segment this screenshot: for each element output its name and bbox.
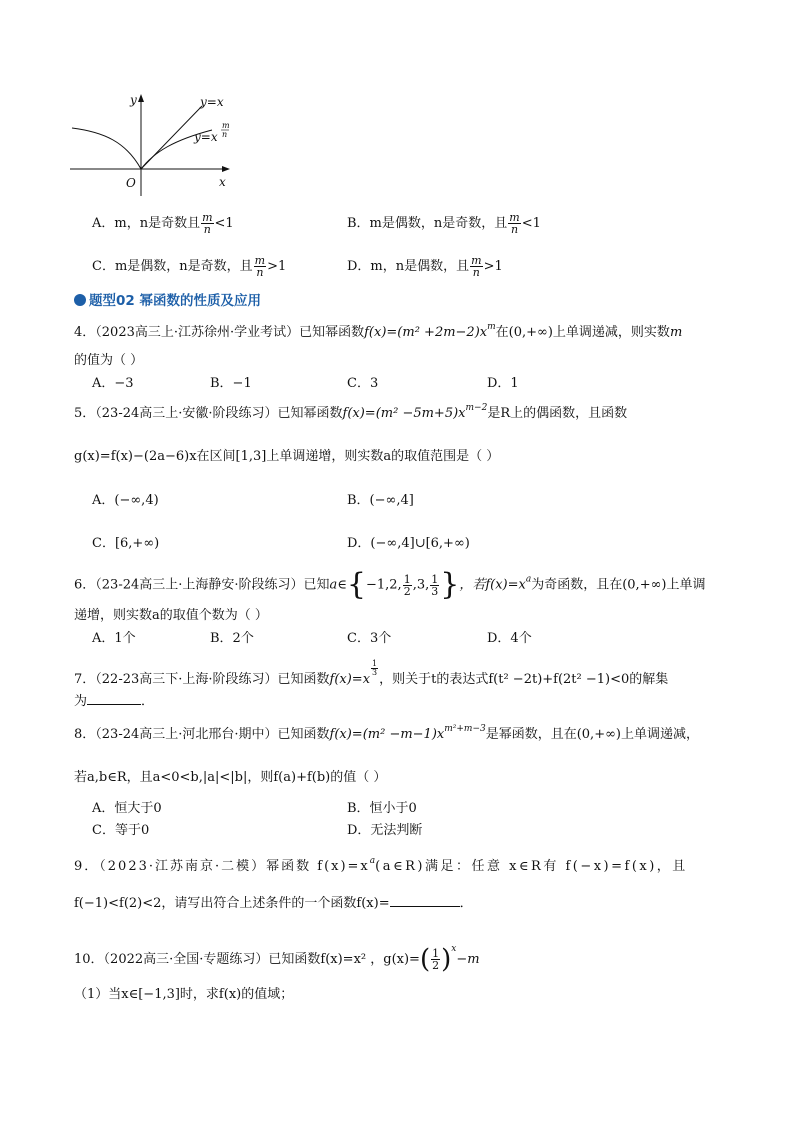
q5-option-c[interactable]: C．[6,+∞) — [92, 536, 160, 551]
label-curve-exp-den: n — [222, 130, 228, 139]
q4-line1 — [74, 321, 682, 340]
q9-line1 — [74, 855, 688, 874]
x-axis-arrow — [222, 166, 230, 172]
q7-function: f(x)=x — [329, 672, 371, 687]
q6-option-c[interactable]: C．3个 — [347, 631, 392, 646]
q8-option-a[interactable]: A．恒大于0 — [92, 801, 162, 816]
q7-mid: ，则关于t的表达式f(t² −2t)+f(2t² −1)<0的解集 — [379, 672, 669, 687]
q5-function: f(x)=(m² −5m+5)x — [342, 406, 466, 421]
fraction-m-n: $\frac{m}{n}$ — [202, 211, 213, 236]
q3-option-b-cmp: <1 — [521, 216, 541, 231]
q5-line1 — [74, 402, 627, 421]
q7-end: ． — [141, 694, 155, 709]
q6-line2: 递增，则实数a的取值个数为（ ） — [74, 608, 268, 623]
q4-var: m — [669, 325, 683, 340]
q4-option-b[interactable]: B．−1 — [210, 376, 252, 391]
q6-option-b[interactable]: B．2个 — [210, 631, 254, 646]
q3-option-d[interactable] — [347, 255, 503, 278]
q8-option-c[interactable]: C．等于0 — [92, 823, 150, 838]
q6-prefix: 6．（23-24高三上·上海静安·阶段练习）已知 — [74, 577, 330, 593]
q6-mid: ，若f(x)=x — [459, 577, 526, 593]
q10-fraction-half: $\frac{1}{2}$ — [432, 947, 440, 972]
q4-line2: 的值为（ ） — [74, 353, 144, 368]
q7-exponent-fraction: $\frac{1}{3}$ — [372, 659, 378, 677]
q9-line2 — [74, 892, 473, 911]
q8-line2: 若a,b∈R，且a<0<b,|a|<|b|，则f(a)+f(b)的值（ ） — [74, 770, 387, 785]
q7-line2 — [74, 690, 154, 709]
q5-mid: 是R上的偶函数，且函数 — [487, 406, 628, 421]
q10-prefix: 10．（2022高三·全国·专题练习）已知函数f(x)=x² ，g(x)= — [74, 952, 420, 967]
q5-option-b[interactable]: B．(−∞,4] — [347, 493, 414, 508]
q6-set-mid: ,3, — [412, 577, 430, 593]
label-y-equals-x: y=x — [200, 95, 224, 109]
section-title: 题型02 幂函数的性质及应用 — [89, 293, 261, 309]
q4-mid: 在(0,+∞)上单调递减，则实数 — [495, 325, 670, 340]
q3-option-c[interactable] — [92, 255, 286, 278]
q9-line1-text: 9．（2023·江苏南京·二模）幂函数 f(x)=x — [74, 859, 370, 874]
q3-option-a-cmp: <1 — [214, 216, 234, 231]
q9-line2-text: f(−1)<f(2)<2，请写出符合上述条件的一个函数f(x)= — [74, 896, 390, 911]
q7-line1 — [74, 660, 668, 687]
q6-exponent: a — [525, 574, 532, 585]
q6-line1 — [74, 567, 706, 602]
q3-option-d-text: D．m，n是偶数，且 — [347, 259, 470, 274]
fraction-m-n: $\frac{m}{n}$ — [471, 254, 482, 279]
q5-option-d[interactable]: D．(−∞,4]∪[6,+∞) — [347, 536, 470, 551]
section-badge-icon — [74, 294, 86, 306]
label-y: y — [130, 93, 137, 107]
q7-line2-text: 为 — [74, 694, 88, 709]
q4-prefix: 4．（2023高三上·江苏徐州·学业考试）已知幂函数 — [74, 325, 365, 340]
q5-option-a[interactable]: A．(−∞,4) — [92, 493, 159, 508]
q4-exponent: m — [487, 322, 496, 332]
q3-option-d-cmp: >1 — [483, 259, 503, 274]
q9-end: ． — [459, 896, 473, 911]
q8-line1 — [74, 723, 699, 742]
q3-option-c-text: C．m是偶数，n是奇数，且 — [92, 259, 253, 274]
label-origin: O — [126, 176, 136, 190]
q8-mid: 是幂函数，且在(0,+∞)上单调递减， — [485, 727, 699, 742]
q10-line1 — [74, 944, 480, 973]
q5-exponent: m−2 — [465, 403, 488, 413]
q6-option-d[interactable]: D．4个 — [487, 631, 532, 646]
q10-paren-open: ( — [419, 944, 431, 975]
q5-prefix: 5．（23-24高三上·安徽·阶段练习）已知幂函数 — [74, 406, 343, 421]
label-curve-exp-num: m — [222, 121, 230, 130]
curve-power-left — [72, 128, 141, 169]
q10-exponent: x — [451, 944, 457, 954]
q3-option-c-cmp: >1 — [267, 259, 287, 274]
q8-function: f(x)=(m² −m−1)x — [329, 727, 445, 742]
q10-subquestion-1: （1）当x∈[−1,3]时，求f(x)的值域； — [74, 987, 294, 1002]
label-x: x — [219, 175, 226, 189]
y-axis-arrow — [138, 94, 144, 102]
label-curve: y=x — [194, 130, 218, 144]
q6-set-pre: −1,2, — [365, 577, 402, 593]
q9-line1b-text: (a∈R)满足：任意 x∈R有 f(−x)=f(x)，且 — [375, 859, 688, 874]
q10-paren-close: ) — [441, 944, 452, 975]
q6-fraction-half: $\frac{1}{2}$ — [403, 572, 411, 598]
q3-option-b[interactable] — [347, 212, 541, 235]
q8-exponent: m²+m−3 — [444, 724, 486, 734]
q8-prefix: 8．（23-24高三上·河北邢台·期中）已知函数 — [74, 727, 330, 742]
q4-option-c[interactable]: C．3 — [347, 376, 379, 391]
q6-tail: 为奇函数，且在(0,+∞)上单调 — [531, 577, 706, 593]
q7-prefix: 7．（22-23高三下·上海·阶段练习）已知函数 — [74, 672, 330, 687]
q9-answer-blank[interactable] — [390, 896, 460, 907]
q3-option-b-text: B．m是偶数，n是奇数，且 — [347, 216, 508, 231]
q4-option-d[interactable]: D．1 — [487, 376, 519, 391]
q6-set-var: a∈ — [329, 577, 347, 593]
q4-function: f(x)=(m² +2m−2)x — [364, 325, 488, 340]
section-heading — [74, 289, 261, 309]
q6-option-a[interactable]: A．1个 — [92, 631, 136, 646]
fraction-m-n: $\frac{m}{n}$ — [509, 211, 520, 236]
q10-tail: −m — [456, 952, 480, 967]
fraction-m-n: $\frac{m}{n}$ — [254, 254, 266, 279]
q7-answer-blank[interactable] — [87, 694, 141, 705]
q3-option-a-text: A．m，n是奇数且 — [92, 216, 201, 231]
q6-set-open: { — [346, 567, 366, 602]
q5-line2: g(x)=f(x)−(2a−6)x在区间[1,3]上单调递增，则实数a的取值范围是（ ） — [74, 449, 500, 464]
q3-option-a[interactable] — [92, 212, 234, 235]
q6-set-close: } — [440, 567, 460, 602]
q9-exponent: a — [369, 856, 376, 866]
q8-option-d[interactable]: D．无法判断 — [347, 823, 423, 838]
power-function-graph — [64, 92, 244, 202]
q6-fraction-third: $\frac{1}{3}$ — [431, 572, 439, 598]
q8-option-b[interactable]: B．恒小于0 — [347, 801, 417, 816]
q4-option-a[interactable]: A．−3 — [92, 376, 134, 391]
